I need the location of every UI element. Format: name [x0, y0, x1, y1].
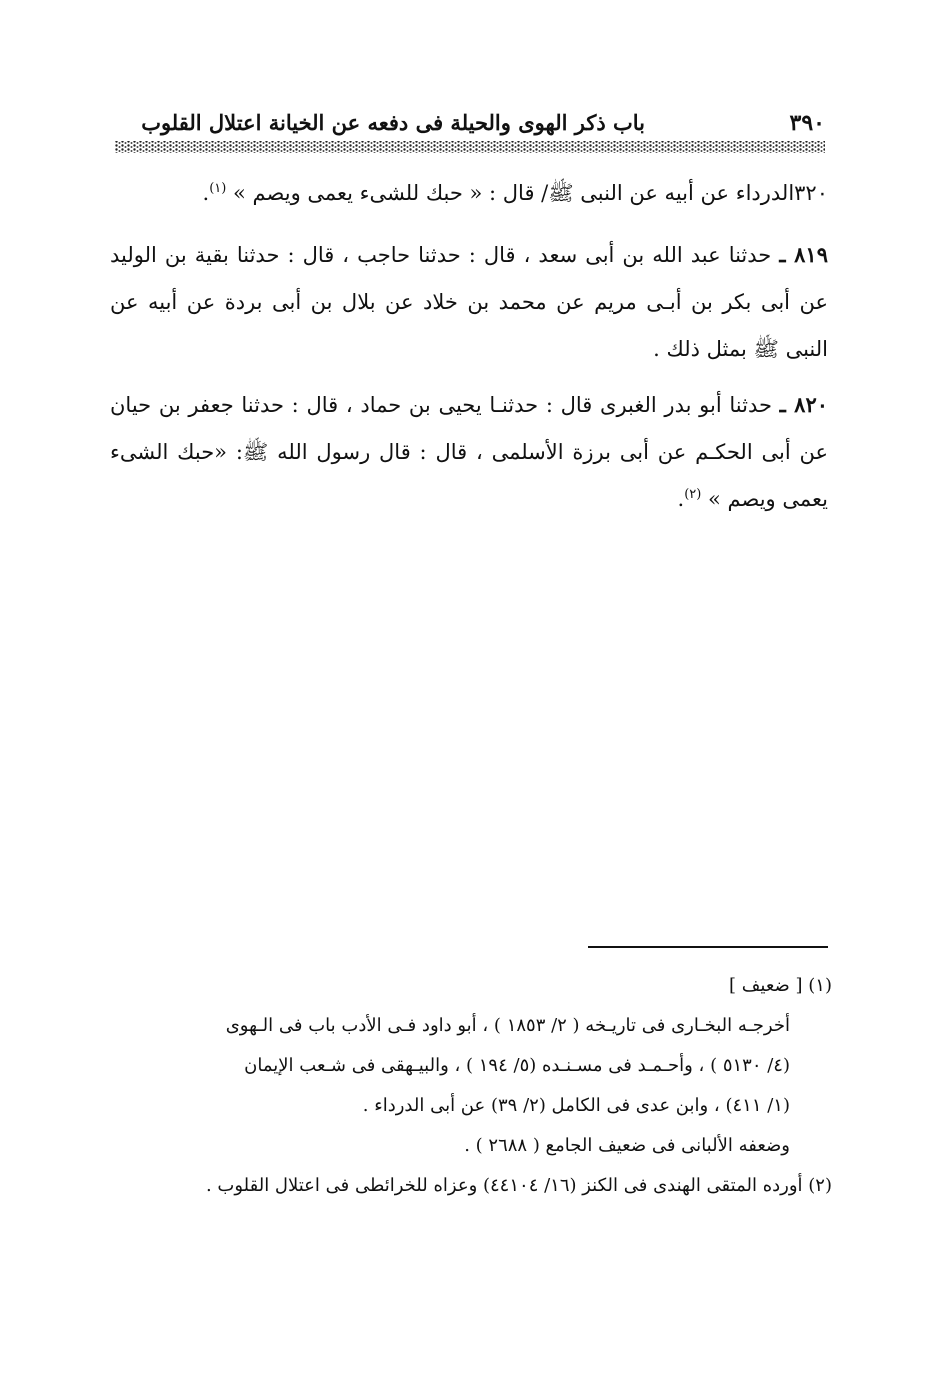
paragraph-text: ٣٢٠الدرداء عن أبيه عن النبى ﷺ/ قال : « حبك للشىء يعمى ويصم » — [226, 181, 828, 205]
paragraph-end: . — [677, 487, 685, 511]
paragraph-text: حدثنا أبو بدر الغبرى قال : حدثنـا يحيى بن حماد ، قال : حدثنا جعفر بن حيان عن أبى الحكـم عن أبى برزة الأسلمى ، قال : قال رسول الله ﷺ: «حبك الشىء يعمى ويصم » — [110, 393, 828, 511]
footnote-1-line: وضعفه الألبانى فى ضعيف الجامع ( ٢٦٨٨ ) . — [464, 1135, 790, 1156]
footnote-1-line: (١/ ٤١١) ، وابن عدى فى الكامل (٢/ ٣٩) عن أبى الدرداء . — [362, 1095, 790, 1116]
hadith-continuation — [110, 170, 828, 217]
footnote-1-line: أخرجـه البخـارى فى تاريـخه ( ٢/ ١٨٥٣ ) ، أبو داود فـى الأدب باب فى الـهوى — [225, 1015, 790, 1036]
page-number: ٣٩٠ — [789, 110, 825, 136]
hadith-820 — [110, 381, 828, 523]
main-text — [110, 170, 828, 531]
hadith-number: ٨١٩ ـ — [779, 242, 828, 267]
paragraph-text: حدثنا عبد الله بن أبى سعد ، قال : حدثنا حاجب ، قال : حدثنا بقية بن الوليد عن أبى بكر بن أبـى مريم عن محمد بن خلاد عن بلال بن أبى بردة عن أبيه عن النبى ﷺ بمثل ذلك . — [110, 243, 828, 361]
paragraph-end: . — [202, 181, 210, 205]
footnotes — [120, 966, 832, 1206]
hadith-number: ٨٢٠ ـ — [779, 392, 829, 417]
hadith-819 — [110, 231, 828, 373]
header-ornamental-rule — [115, 140, 825, 154]
footnote-1-label: (١) [ ضعيف ] — [729, 975, 832, 996]
footnote-2: (٢) أورده المتقى الهندى فى الكنز (١٦/ ٤٤١٠٤) وعزاه للخرائطى فى اعتلال القلوب . — [205, 1175, 832, 1196]
footnote-separator — [588, 946, 828, 948]
footnote-marker: (١) — [209, 181, 227, 196]
footnote-marker: (٢) — [684, 487, 702, 502]
footnote-1-line: (٤/ ٥١٣٠ ) ، وأحـمـد فى مسـنـده (٥/ ١٩٤ ) ، والبيـهقى فى شـعب الإيمان — [244, 1055, 790, 1076]
running-title: باب ذكر الهوى والحيلة فى دفعه عن الخيانة اعتلال القلوب — [141, 110, 645, 135]
page-header — [115, 104, 825, 144]
